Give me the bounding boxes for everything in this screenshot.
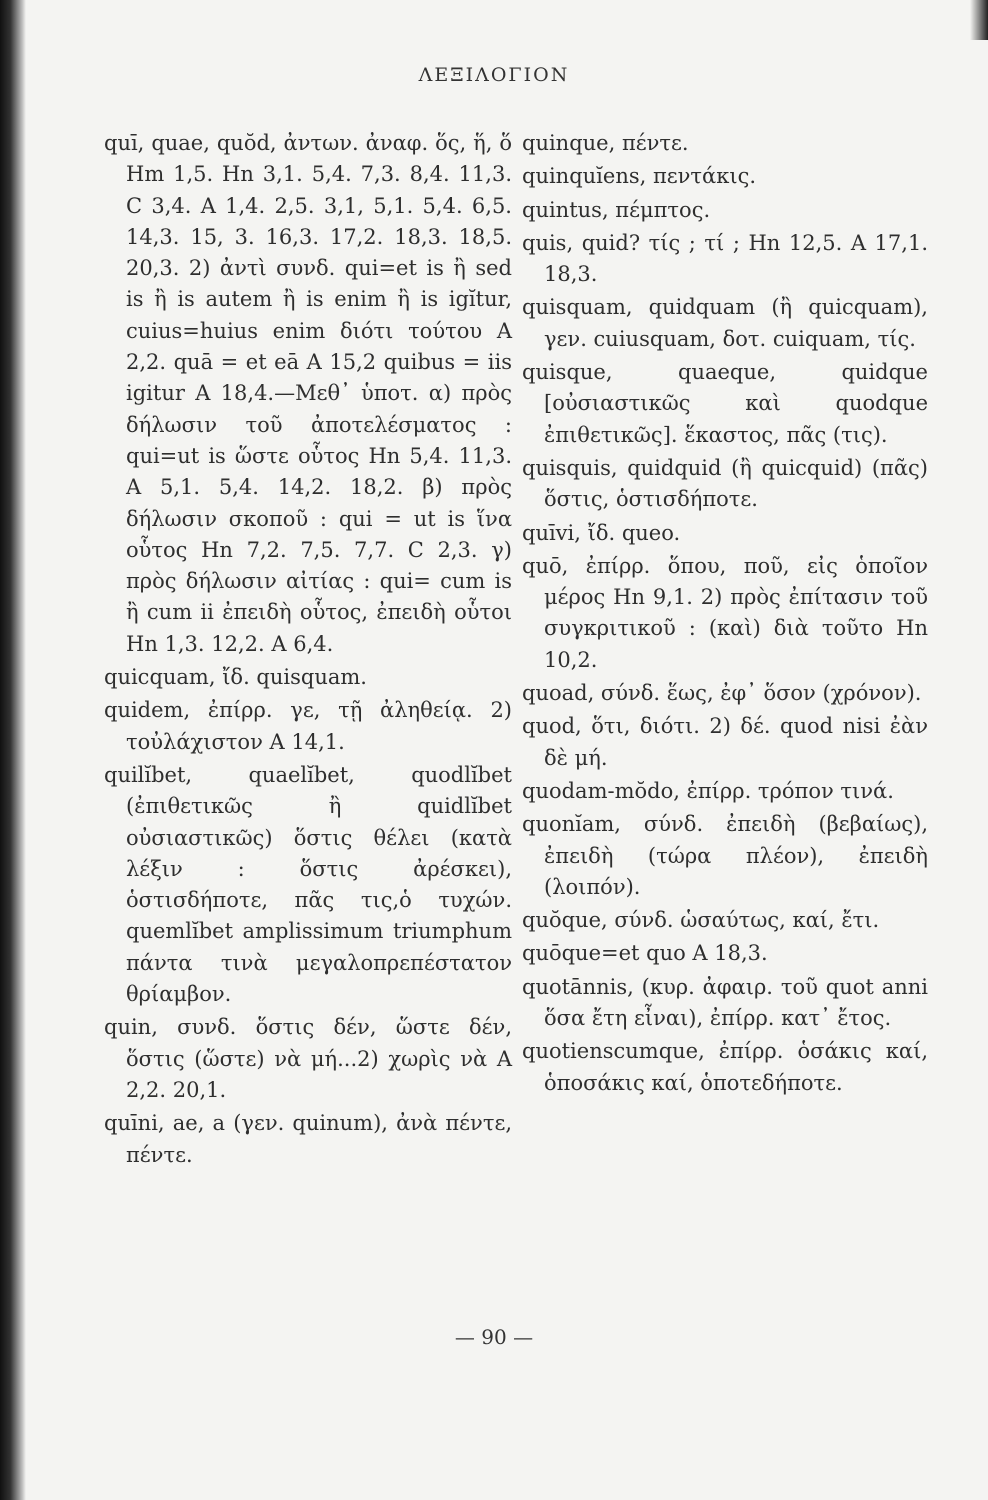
page-number: — 90 —	[454, 1325, 534, 1349]
dictionary-entry-quo: quō, ἐπίρρ. ὅπου, ποῦ, εἰς ὁποῖον μέρος Hn 9,1. 2) πρὸς ἐπίτασιν τοῦ συγκριτικοῦ : (καὶ) διὰ τοῦτο Hn 10,2.	[522, 553, 928, 672]
dictionary-entry-quotannis: quotānnis, (κυρ. ἀφαιρ. τοῦ quot anni ὅσα ἔτη εἶναι), ἐπίρρ. κατ᾽ ἔτος.	[522, 974, 928, 1031]
dictionary-entry-quisquis: quisquis, quidquid (ἢ quicquid) (πᾶς) ὅστις, ὁστισδήποτε.	[522, 455, 928, 512]
dictionary-entry-quis: quis, quid? τίς ; τί ; Hn 12,5. A 17,1. 18,3.	[522, 230, 928, 287]
dictionary-entry-quicquam: quicquam, ἴδ. quisquam.	[104, 665, 367, 690]
dictionary-entry-quoniam: quonĭam, σύνδ. ἐπειδὴ (βεβαίως), ἐπειδὴ (τώρα πλέον), ἐπειδὴ (λοιπόν).	[522, 812, 928, 899]
dictionary-entry-quidem: quidem, ἐπίρρ. γε, τῇ ἀληθείᾳ. 2) τοὐλάχιστον A 14,1.	[104, 698, 512, 754]
dictionary-entry-quintus: quintus, πέμπτος.	[522, 197, 711, 222]
dictionary-entry-quisque: quisque, quaeque, quidque [οὐσιαστικῶς καὶ quodque ἐπιθετικῶς]. ἕκαστος, πᾶς (τις).	[522, 360, 928, 447]
dictionary-entry-quini: quīni, ae, a (γεν. quinum), ἀνὰ πέντε, πέντε.	[104, 1111, 512, 1167]
dictionary-entry-quoque-et-quo: quōque=et quo A 18,3.	[522, 941, 768, 966]
dictionary-entry-quilibet: quilĭbet, quaelĭbet, quodlĭbet (ἐπιθετικῶς ἢ quidlĭbet οὐσιαστικῶς) ὅστις θέλει (κατὰ λέξιν : ὅστις ἀρέσκει), ὁστισδήποτε, πᾶς τις,ὁ τυχών. quemlĭbet amplissimum triumphum πάντα τινὰ μεγαλοπρεπέστατον θρίαμβον.	[104, 762, 512, 1007]
right-column	[522, 128, 928, 1101]
page-corner-shadow	[970, 0, 988, 40]
book-spine-shadow	[0, 0, 26, 1500]
dictionary-entry-quinquiens: quinquĭens, πεντάκις.	[522, 164, 757, 189]
left-column	[104, 128, 512, 1173]
dictionary-entry-quin: quin, συνδ. ὅστις δέν, ὥστε δέν, ὅστις (ὥστε) νὰ μή...2) χωρὶς νὰ A 2,2. 20,1.	[104, 1015, 512, 1102]
dictionary-entry-quodam-modo: quodam-mŏdo, ἐπίρρ. τρόπον τινά.	[522, 778, 894, 803]
dictionary-entry-quoad: quoad, σύνδ. ἕως, ἐφ᾽ ὅσον (χρόνον).	[522, 681, 922, 706]
dictionary-entry-quivi: quīvi, ἴδ. queo.	[522, 520, 681, 545]
dictionary-entry-quinque: quinque, πέντε.	[522, 131, 689, 155]
dictionary-entry-quotienscumque: quotienscumque, ἐπίρρ. ὁσάκις καί, ὁποσάκις καί, ὁποτεδήποτε.	[522, 1039, 928, 1095]
dictionary-entry-quisquam: quisquam, quidquam (ἢ quicquam), γεν. cuiusquam, δοτ. cuiquam, τίς.	[522, 295, 928, 351]
dictionary-entry-quod: quod, ὅτι, διότι. 2) δέ. quod nisi ἐὰν δὲ μή.	[522, 714, 928, 770]
dictionary-entry-qui: quī, quae, quŏd, ἀντων. ἀναφ. ὅς, ἥ, ὅ Hm 1,5. Hn 3,1. 5,4. 7,3. 8,4. 11,3. C 3,4. A 1,4. 2,5. 3,1, 5,1. 5,4. 6,5. 14,3. 15, 3. 16,3. 17,2. 18,3. 18,5. 20,3. 2) ἀντὶ συνδ. qui=et is ἢ sed is ἢ is autem ἢ is enim ἢ is igĭtur, cuius=huius enim διότι τούτου A 2,2. quā = et eā A 15,2 quibus = iis igitur A 18,4.—Μεθ᾽ ὑποτ. α) πρὸς δήλωσιν τοῦ ἀποτελέσματος : qui=ut is ὥστε οὗτος Hn 5,4. 11,3. A 5,1. 5,4. 14,2. 18,2. β) πρὸς δήλωσιν σκοποῦ : qui = ut is ἵνα οὗτος Hn 7,2. 7,5. 7,7. C 2,3. γ) πρὸς δήλωσιν αἰτίας : qui= cum is ἢ cum ii ἐπειδὴ οὗτος, ἐπειδὴ οὗτοι Hn 1,3. 12,2. A 6,4.	[104, 131, 512, 656]
dictionary-entry-quoque: quŏque, σύνδ. ὡσαύτως, καί, ἔτι.	[522, 908, 880, 933]
running-head: ΛΕΞΙΛΟΓΙΟΝ	[418, 64, 570, 86]
